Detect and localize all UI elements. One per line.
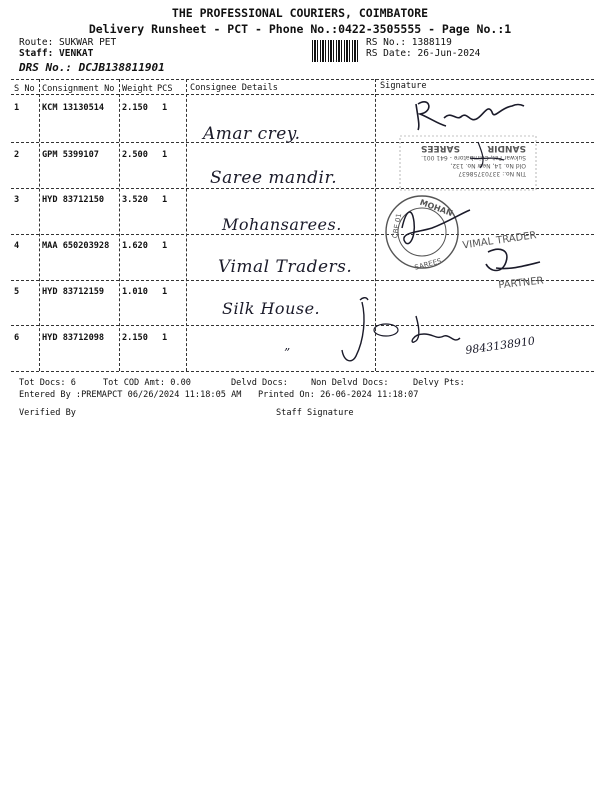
col-header-consignment: Consignment No xyxy=(42,84,115,94)
svg-text:PARTNER: PARTNER xyxy=(497,275,545,292)
row-rule xyxy=(11,280,594,281)
col-header-pcs: PCS xyxy=(157,84,173,94)
col-header-weight: Weight xyxy=(122,84,154,94)
row-consignment: KCM 13130514 xyxy=(42,103,105,113)
row-pcs: 1 xyxy=(162,103,168,113)
row-rule xyxy=(11,188,594,189)
row-weight: 2.500 xyxy=(122,150,148,160)
printed-on: Printed On: 26-06-2024 11:18:07 xyxy=(258,390,419,400)
signature-row-3 xyxy=(402,210,470,244)
table-header-rule xyxy=(11,94,594,95)
col-header-consignee: Consignee Details xyxy=(190,83,278,93)
row-sno: 1 xyxy=(14,103,20,113)
row-weight: 3.520 xyxy=(122,195,148,205)
rs-date: RS Date: 26-Jun-2024 xyxy=(366,48,481,59)
row-weight: 1.010 xyxy=(122,287,148,297)
row-consignment: HYD 83712098 xyxy=(42,333,105,343)
svg-text:TIN No.: 33703758637: TIN No.: 33703758637 xyxy=(458,170,526,177)
col-divider xyxy=(39,79,40,371)
row-rule xyxy=(11,325,594,326)
row-weight: 2.150 xyxy=(122,333,148,343)
row-consignment: GPM 5399107 xyxy=(42,150,99,160)
non-delvd-docs: Non Delvd Docs: xyxy=(311,378,389,388)
row-pcs: 1 xyxy=(162,333,168,343)
svg-text:Old No. 14, New No. 132,: Old No. 14, New No. 132, xyxy=(450,162,526,169)
handwritten-phone: 9843138910 xyxy=(464,334,536,357)
row-sno: 4 xyxy=(14,241,20,251)
runsheet-subtitle: Delivery Runsheet - PCT - Phone No.:0422-3505555 - Page No.:1 xyxy=(88,22,512,36)
mirrored-stamp xyxy=(400,136,536,190)
row-rule xyxy=(11,142,594,143)
svg-text:SAREES: SAREES xyxy=(420,143,460,153)
svg-text:CBE 01: CBE 01 xyxy=(390,212,404,239)
signature-row-1 xyxy=(416,102,524,130)
svg-text:SAREES: SAREES xyxy=(413,257,443,272)
row-pcs: 1 xyxy=(162,287,168,297)
handwritten-consignee: Silk House. xyxy=(222,299,321,318)
row-sno: 5 xyxy=(14,287,20,297)
row-sno: 3 xyxy=(14,195,20,205)
svg-text:MOHAN: MOHAN xyxy=(418,197,454,219)
row-rule xyxy=(11,234,594,235)
row-consignment: HYD 83712159 xyxy=(42,287,105,297)
staff-signature: Staff Signature xyxy=(276,408,354,418)
row-pcs: 1 xyxy=(162,241,168,251)
tot-docs: Tot Docs: 6 xyxy=(19,378,76,388)
delvd-docs: Delvd Docs: xyxy=(231,378,288,388)
vimal-traders-stamp xyxy=(462,230,544,291)
row-weight: 1.620 xyxy=(122,241,148,251)
col-divider xyxy=(186,79,187,371)
table-bottom-rule xyxy=(11,371,594,372)
handwritten-consignee: Vimal Traders. xyxy=(218,257,353,277)
svg-text:VIMAL TRADER: VIMAL TRADER xyxy=(461,230,538,252)
barcode xyxy=(312,40,360,62)
row-sno: 2 xyxy=(14,150,20,160)
signature-row-4 xyxy=(486,249,540,270)
col-header-signature: Signature xyxy=(380,81,427,91)
handwritten-consignee: Saree mandir. xyxy=(210,168,338,188)
signature-row-6 xyxy=(412,316,460,342)
handwritten-consignee: Mohansarees. xyxy=(222,215,342,234)
row-consignment: HYD 83712150 xyxy=(42,195,105,205)
col-divider xyxy=(119,79,120,371)
staff-label: Staff: VENKAT xyxy=(19,48,94,59)
row-pcs: 1 xyxy=(162,195,168,205)
route-label: Route: SUKWAR PET xyxy=(19,37,117,48)
svg-text:Sukwar Pet, Coimbatore - 641 0: Sukwar Pet, Coimbatore - 641 001. xyxy=(421,154,526,161)
tot-cod-amt: Tot COD Amt: 0.00 xyxy=(103,378,191,388)
svg-text:SANDIR: SANDIR xyxy=(487,143,526,153)
col-divider xyxy=(375,79,376,371)
company-title: THE PROFESSIONAL COURIERS, COIMBATORE xyxy=(171,6,429,20)
delvy-pts: Delvy Pts: xyxy=(413,378,465,388)
row-pcs: 1 xyxy=(162,150,168,160)
entered-by: Entered By :PREMAPCT 06/26/2024 11:18:05 AM xyxy=(19,390,242,400)
drs-number: DRS No.: DCJB138811901 xyxy=(19,61,165,74)
row-weight: 2.150 xyxy=(122,103,148,113)
col-header-sno: S No xyxy=(14,84,35,94)
table-top-rule xyxy=(11,79,594,80)
signature-row-5 xyxy=(342,298,368,361)
row-sno: 6 xyxy=(14,333,20,343)
handwritten-mark: ” xyxy=(284,346,291,360)
verified-by: Verified By xyxy=(19,408,76,418)
row-consignment: MAA 650203928 xyxy=(42,241,110,251)
signature-scribble xyxy=(470,142,504,168)
handwritten-consignee: Amar crey. xyxy=(203,124,301,144)
rs-number: RS No.: 1388119 xyxy=(366,37,452,48)
